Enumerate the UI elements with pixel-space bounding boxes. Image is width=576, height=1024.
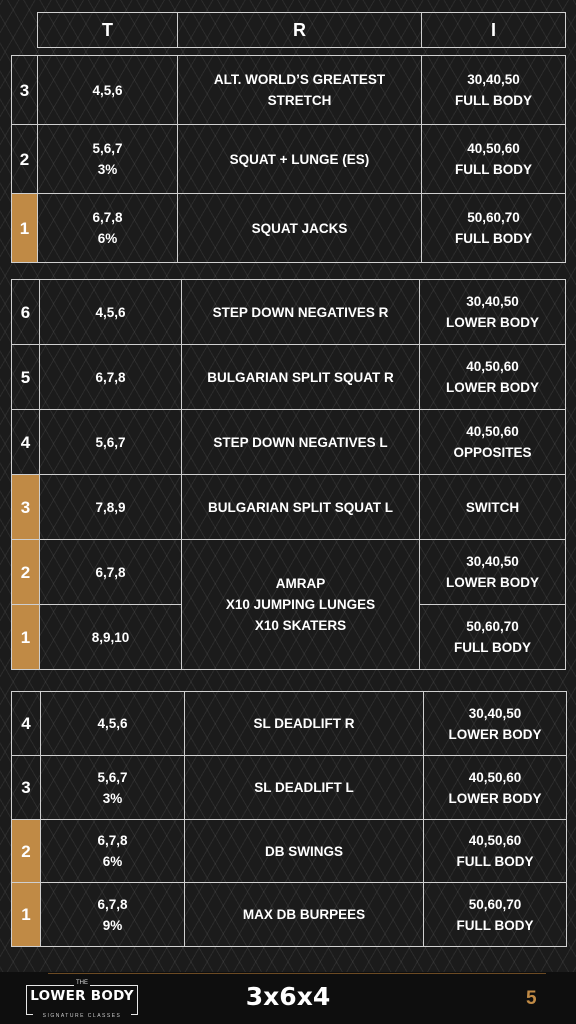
interval-cell: 40,50,60 LOWER BODY (420, 345, 566, 410)
interval-cell: 30,40,50 LOWER BODY (420, 540, 566, 605)
round-table-2 (11, 279, 566, 670)
exercise-cell: STEP DOWN NEGATIVES L (182, 410, 420, 475)
interval-cell: 30,40,50 LOWER BODY (424, 692, 567, 756)
tempo-cell: 5,6,7 3% (38, 125, 178, 194)
exercise-cell: SL DEADLIFT L (185, 756, 424, 820)
set-number: 2 (12, 540, 40, 605)
tempo-cell: 4,5,6 (38, 56, 178, 125)
interval-cell: 50,60,70 FULL BODY (422, 194, 566, 263)
tempo-cell: 5,6,7 (40, 410, 182, 475)
workout-format: 3x6x4 (245, 982, 331, 1011)
logo-top-text: THE (76, 980, 88, 986)
table-row (12, 883, 567, 947)
interval-cell: 50,60,70 FULL BODY (424, 883, 567, 947)
interval-cell: 40,50,60 OPPOSITES (420, 410, 566, 475)
table-row (12, 692, 567, 756)
table-row (12, 475, 566, 540)
logo-sub-text: SIGNATURE CLASSES (33, 1013, 131, 1019)
exercise-cell: MAX DB BURPEES (185, 883, 424, 947)
interval-cell: 40,50,60 FULL BODY (422, 125, 566, 194)
set-number: 4 (12, 410, 40, 475)
round-table-1 (11, 55, 566, 263)
header-i: I (422, 13, 566, 48)
page-number: 5 (526, 988, 537, 1009)
exercise-cell: SL DEADLIFT R (185, 692, 424, 756)
tempo-cell: 4,5,6 (41, 692, 185, 756)
interval-cell: 40,50,60 FULL BODY (424, 820, 567, 883)
exercise-cell: DB SWINGS (185, 820, 424, 883)
set-number: 1 (12, 194, 38, 263)
set-number: 5 (12, 345, 40, 410)
table-row (12, 345, 566, 410)
set-number: 3 (12, 475, 40, 540)
table-row (12, 194, 566, 263)
tempo-cell: 6,7,8 6% (38, 194, 178, 263)
exercise-cell: STEP DOWN NEGATIVES R (182, 280, 420, 345)
exercise-cell: ALT. WORLD’S GREATEST STRETCH (178, 56, 422, 125)
round-table-3 (11, 691, 567, 947)
interval-cell: 50,60,70 FULL BODY (420, 605, 566, 670)
interval-cell: 30,40,50 FULL BODY (422, 56, 566, 125)
set-number: 2 (12, 125, 38, 194)
set-number: 3 (12, 56, 38, 125)
table-row (12, 125, 566, 194)
tempo-cell: 7,8,9 (40, 475, 182, 540)
table-row (12, 280, 566, 345)
tempo-cell: 6,7,8 6% (41, 820, 185, 883)
tempo-cell: 5,6,7 3% (41, 756, 185, 820)
footer-divider (48, 973, 546, 974)
exercise-cell: SQUAT JACKS (178, 194, 422, 263)
table-row (12, 410, 566, 475)
exercise-cell: BULGARIAN SPLIT SQUAT L (182, 475, 420, 540)
table-row (12, 756, 567, 820)
set-number: 4 (12, 692, 41, 756)
exercise-cell: AMRAP X10 JUMPING LUNGES X10 SKATERS (182, 540, 420, 670)
set-number: 2 (12, 820, 41, 883)
set-number: 6 (12, 280, 40, 345)
brand-logo (26, 980, 138, 1019)
set-number: 1 (12, 605, 40, 670)
tempo-cell: 6,7,8 (40, 345, 182, 410)
exercise-cell: SQUAT + LUNGE (ES) (178, 125, 422, 194)
header-t: T (38, 13, 178, 48)
set-number: 3 (12, 756, 41, 820)
tempo-cell: 6,7,8 9% (41, 883, 185, 947)
tempo-cell: 8,9,10 (40, 605, 182, 670)
header-table (37, 12, 566, 48)
tempo-cell: 4,5,6 (40, 280, 182, 345)
table-row (12, 540, 566, 605)
interval-cell: 40,50,60 LOWER BODY (424, 756, 567, 820)
interval-cell: SWITCH (420, 475, 566, 540)
exercise-cell: BULGARIAN SPLIT SQUAT R (182, 345, 420, 410)
header-r: R (178, 13, 422, 48)
set-number: 1 (12, 883, 41, 947)
interval-cell: 30,40,50 LOWER BODY (420, 280, 566, 345)
table-row (12, 820, 567, 883)
logo-main-text: LOWER BODY (30, 988, 134, 1004)
tempo-cell: 6,7,8 (40, 540, 182, 605)
table-row (12, 56, 566, 125)
